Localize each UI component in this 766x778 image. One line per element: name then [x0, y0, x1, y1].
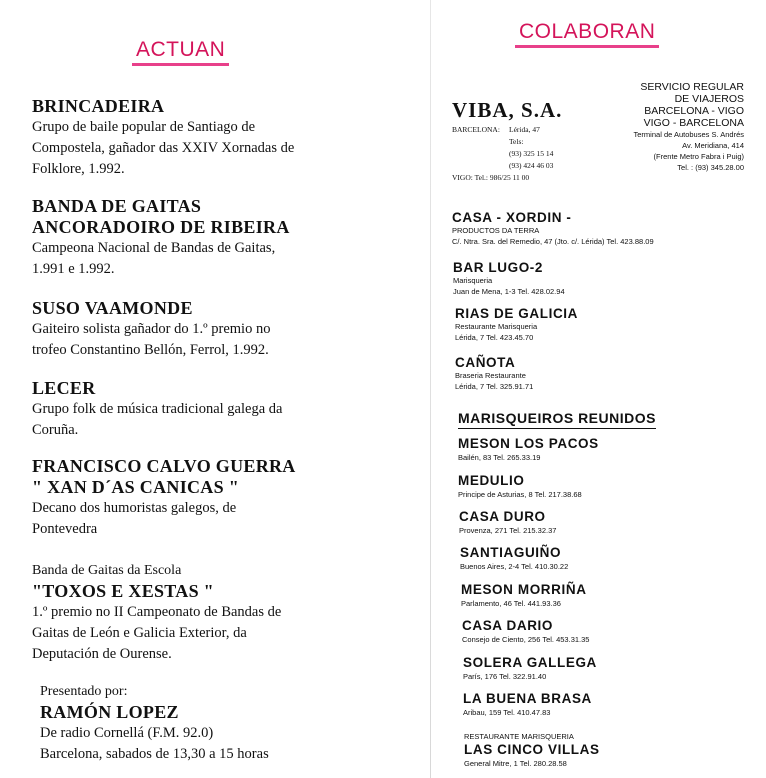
member-name: CASA DURO	[459, 509, 546, 524]
servicio-small-line: Terminal de Autobuses S. Andrés	[633, 130, 744, 139]
colaboran-heading-text: COLABORAN	[519, 20, 656, 43]
member-address: Principe de Asturias, 8 Tel. 217.38.68	[458, 490, 582, 499]
member-la-buena-brasa	[463, 691, 592, 718]
actuan-heading-underline	[132, 63, 229, 66]
member-address: Buenos Aires, 2-4 Tel. 410.30.22	[460, 562, 569, 571]
colaboran-heading	[519, 20, 655, 44]
member-address: Aribau, 159 Tel. 410.47.83	[463, 708, 551, 717]
performer-desc-line: Coruña.	[32, 422, 79, 438]
member-meson-los-pacos	[458, 436, 599, 463]
performer-toxos-e-xestas	[32, 561, 281, 665]
member-address: Provenza, 271 Tel. 215.32.37	[459, 526, 557, 535]
member-name: CASA DARIO	[462, 618, 554, 633]
member-name: SANTIAGUIÑO	[460, 545, 562, 560]
performer-name: "TOXOS E XESTAS "	[32, 581, 214, 601]
sponsor-address: Lérida, 7 Tel. 325.91.71	[455, 382, 534, 391]
servicio-line: BARCELONA - VIGO	[644, 105, 744, 117]
sponsor-name: BAR LUGO-2	[453, 260, 543, 275]
performer-desc-line: Deputación de Ourense.	[32, 646, 172, 662]
performer-desc-line: Gaiteiro solista gañador do 1.º premio no	[32, 321, 271, 337]
sponsor-type: PRODUCTOS DA TERRA	[452, 226, 540, 235]
viba-tels-label: Tels:	[509, 137, 524, 146]
servicio-line: VIGO - BARCELONA	[643, 117, 744, 129]
member-santiaguino	[460, 545, 568, 572]
performer-lecer	[32, 378, 282, 441]
performer-name: ANCORADOIRO DE RIBEIRA	[32, 217, 290, 237]
member-name: MESON MORRIÑA	[461, 582, 587, 597]
performer-desc-line: Pontevedra	[32, 521, 98, 537]
sponsor-type: Braseria Restaurante	[455, 371, 526, 380]
performer-desc-line: Folklore, 1.992.	[32, 161, 125, 177]
viba-name: VIBA, S.A.	[452, 98, 563, 122]
presenter-name: RAMÓN LOPEZ	[40, 702, 179, 722]
performer-desc-line: 1.991 e 1.992.	[32, 261, 115, 277]
member-address: Bailén, 83 Tel. 265.33.19	[458, 453, 541, 462]
viba-barcelona-address: Lérida, 47	[509, 125, 540, 134]
actuan-heading-text: ACTUAN	[136, 38, 226, 61]
member-casa-dario	[462, 618, 589, 645]
marisqueiros-reunidos-title	[458, 410, 656, 426]
performer-name: SUSO VAAMONDE	[32, 298, 193, 318]
performer-name: " XAN D´AS CANICAS "	[32, 477, 239, 497]
actuan-heading	[136, 38, 225, 62]
member-name: MESON LOS PACOS	[458, 436, 599, 451]
performer-banda-gaitas-ribeira	[32, 196, 290, 280]
column-divider	[430, 0, 431, 778]
sponsor-name: CASA - XORDIN -	[452, 210, 572, 225]
sponsor-rias-de-galicia	[455, 306, 578, 343]
performer-name: LECER	[32, 378, 96, 398]
member-meson-morrina	[461, 582, 587, 609]
performer-brincadeira	[32, 96, 294, 180]
member-type: RESTAURANTE MARISQUERIA	[464, 732, 574, 741]
viba-tel-2: (93) 424 46 03	[509, 161, 554, 170]
servicio-small-line: (Frente Metro Fabra i Puig)	[653, 152, 744, 161]
viba-vigo-tel: VIGO: Tel.: 986/25 11 00	[452, 173, 530, 182]
performer-prefix: Banda de Gaitas da Escola	[32, 563, 182, 578]
sponsor-type: Restaurante Marisqueria	[455, 322, 538, 331]
presenter-prefix: Presentado por:	[40, 684, 128, 699]
performer-desc-line: trofeo Constantino Bellón, Ferrol, 1.992.	[32, 342, 269, 358]
viba-barcelona-label: BARCELONA:	[452, 125, 500, 134]
servicio-regular-block	[634, 81, 744, 173]
member-casa-duro	[459, 509, 556, 536]
performer-desc-line: Compostela, gañador das XXIV Xornadas de	[32, 140, 295, 156]
performer-desc-line: Campeona Nacional de Bandas de Gaitas,	[32, 240, 276, 256]
colaboran-heading-underline	[515, 45, 659, 48]
sponsor-type: Marisqueria	[453, 276, 493, 285]
performer-suso-vaamonde	[32, 298, 270, 361]
sponsor-address: Lérida, 7 Tel. 423.45.70	[455, 333, 534, 342]
sponsor-name: CAÑOTA	[455, 355, 516, 370]
member-address: París, 176 Tel. 322.91.40	[463, 672, 547, 681]
performer-desc-line: Gaitas de León e Galicia Exterior, da	[32, 625, 247, 641]
sponsor-address: Juan de Mena, 1-3 Tel. 428.02.94	[453, 287, 565, 296]
performer-desc-line: Grupo folk de música tradicional galega da	[32, 401, 283, 417]
servicio-small-line: Tel. : (93) 345.28.00	[677, 163, 744, 172]
viba-tel-1: (93) 325 15 14	[509, 149, 554, 158]
presenter-desc-line: Barcelona, sabados de 13,30 a 15 horas	[40, 746, 269, 762]
member-address: Parlamento, 46 Tel. 441.93.36	[461, 599, 561, 608]
performer-desc-line: 1.º premio no II Campeonato de Bandas de	[32, 604, 282, 620]
presenter-ramon-lopez	[40, 682, 269, 765]
member-las-cinco-villas	[464, 732, 600, 769]
servicio-line: SERVICIO REGULAR	[640, 81, 744, 93]
performer-name: FRANCISCO CALVO GUERRA	[32, 456, 296, 476]
performer-desc-line: Decano dos humoristas galegos, de	[32, 500, 237, 516]
member-name: LAS CINCO VILLAS	[464, 742, 600, 757]
member-name: SOLERA GALLEGA	[463, 655, 597, 670]
sponsor-address: C/. Ntra. Sra. del Remedio, 47 (Jto. c/. Lérida) Tel. 423.88.09	[452, 237, 654, 246]
member-name: MEDULIO	[458, 473, 525, 488]
performer-name: BRINCADEIRA	[32, 96, 165, 116]
member-solera-gallega	[463, 655, 597, 682]
sponsor-name: RIAS DE GALICIA	[455, 306, 579, 321]
group-title-underline	[458, 428, 656, 430]
sponsor-bar-lugo-2	[453, 260, 565, 297]
group-title-text: MARISQUEIROS REUNIDOS	[458, 410, 656, 426]
performer-desc-line: Grupo de baile popular de Santiago de	[32, 119, 256, 135]
sponsor-casa-xordin	[452, 210, 654, 247]
servicio-line: DE VIAJEROS	[674, 93, 744, 105]
performer-name: BANDA DE GAITAS	[32, 196, 202, 216]
performer-francisco-calvo-guerra	[32, 456, 296, 540]
member-name: LA BUENA BRASA	[463, 691, 592, 706]
sponsor-canota	[455, 355, 533, 392]
servicio-small-line: Av. Meridiana, 414	[682, 141, 744, 150]
member-address: General Mitre, 1 Tel. 280.28.58	[464, 759, 567, 768]
presenter-desc-line: De radio Cornellá (F.M. 92.0)	[40, 725, 214, 741]
member-medulio	[458, 473, 582, 500]
member-address: Consejo de Ciento, 256 Tel. 453.31.35	[462, 635, 590, 644]
